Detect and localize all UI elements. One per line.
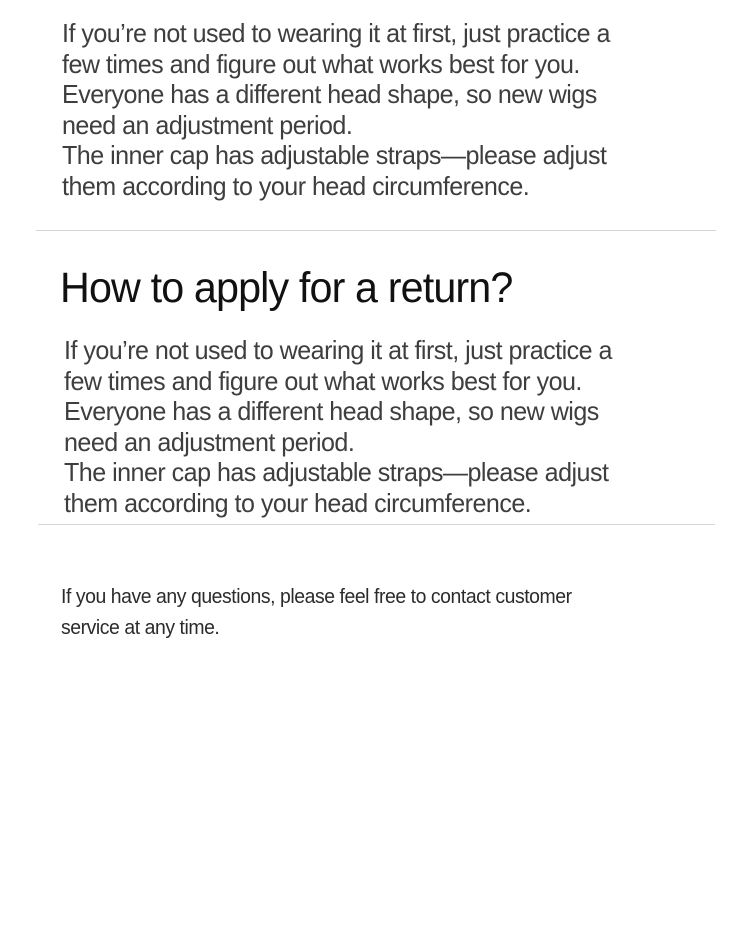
intro-paragraph-line: them according to your head circumference. — [62, 170, 530, 201]
intro-paragraph-line: need an adjustment period. — [62, 109, 353, 140]
intro-paragraph-line: few times and figure out what works best for you. — [62, 48, 580, 79]
intro-paragraph-line: The inner cap has adjustable straps—please adjust — [62, 140, 607, 171]
return-paragraph-line: If you’re not used to wearing it at first, just practice a — [64, 335, 612, 365]
intro-paragraph — [62, 18, 610, 202]
return-section-paragraph — [64, 335, 612, 519]
return-section-heading: How to apply for a return? — [60, 264, 513, 312]
return-paragraph-line: them according to your head circumference. — [64, 487, 532, 518]
contact-note-line: service at any time. — [61, 617, 220, 639]
return-paragraph-line: The inner cap has adjustable straps—please adjust — [64, 457, 609, 488]
contact-note — [61, 582, 572, 644]
return-paragraph-line: Everyone has a different head shape, so new wigs — [64, 396, 599, 427]
intro-paragraph-line: If you’re not used to wearing it at first, just practice a — [62, 18, 610, 48]
return-paragraph-line: few times and figure out what works best for you. — [64, 365, 582, 396]
contact-note-line: If you have any questions, please feel free to contact customer — [61, 586, 572, 608]
section-divider — [36, 230, 716, 231]
intro-paragraph-line: Everyone has a different head shape, so new wigs — [62, 79, 597, 110]
return-paragraph-line: need an adjustment period. — [64, 426, 355, 457]
section-divider — [38, 524, 715, 525]
